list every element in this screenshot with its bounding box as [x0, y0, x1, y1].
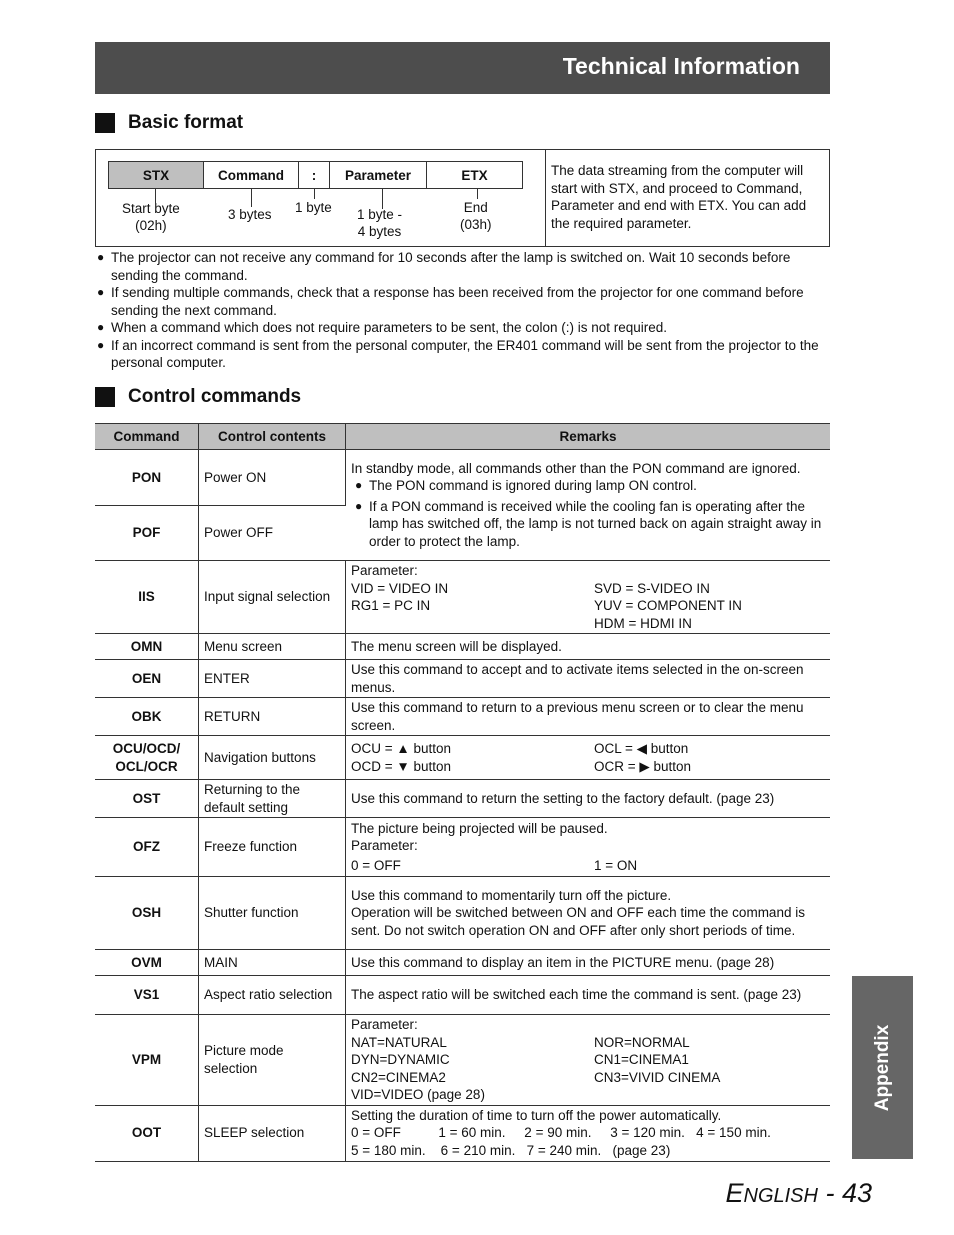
format-divider [545, 150, 546, 246]
caption-end-byte: End (03h) [460, 200, 492, 232]
control-commands-table [95, 423, 830, 1162]
header-remarks: Remarks [346, 424, 831, 450]
caption-command-bytes: 3 bytes [228, 207, 272, 222]
caption-colon-byte: 1 byte [295, 200, 332, 215]
caption-parameter-bytes: 1 byte - 4 bytes [357, 207, 403, 239]
page-header [95, 42, 830, 94]
appendix-side-tab [852, 976, 913, 1159]
table-row: OST Returning to the default setting Use this command to return the setting to the factory default. (page 23) [95, 780, 830, 818]
table-row: VS1 Aspect ratio selection The aspect ratio will be switched each time the command is sent. (page 23) [95, 976, 830, 1015]
section-marker [95, 113, 115, 133]
notes-list [97, 249, 827, 372]
table-row: OCU/OCD/ OCL/OCR Navigation buttons OCU = ▲ button OCL = ◀ button OCD = ▼ button OCR = ▶ button [95, 736, 830, 780]
basic-format-box [95, 149, 830, 247]
appendix-label: Appendix [871, 1024, 893, 1111]
colon-cell: : [298, 161, 330, 189]
header-title: Technical Information [562, 53, 800, 79]
stx-cell: STX [108, 161, 204, 189]
caption-start-byte [122, 200, 180, 234]
table-row: PON Power ON In standby mode, all commands other than the PON command are ignored. ● The PON command is ignored during lamp ON control. ● If a PON command is received while the cooling fan is operating after the lamp has switched off, the lamp is not turned back on again straight away in order to protect the lamp. [95, 450, 830, 506]
table-row: VPM Picture mode selection Parameter: NAT=NATURAL NOR=NORMAL DYN=DYNAMIC CN1=CINEMA1 CN2=CINEMA2 CN3=VIVID CINEMA VID=VIDEO (page 28) [95, 1015, 830, 1106]
table-row: OEN ENTER Use this command to accept and to activate items selected in the on-screen menus. [95, 660, 830, 698]
basic-format-heading [95, 112, 243, 134]
format-note: The data streaming from the computer will start with STX, and proceed to Command, Parameter and end with ETX. You can add the required parameter. [551, 163, 807, 231]
footer-page-number: - 43 [817, 1178, 872, 1208]
etx-tick [477, 189, 478, 199]
header-control-contents: Control contents [199, 424, 346, 450]
pon-pof-remark: In standby mode, all commands other than the PON command are ignored. ● The PON command is ignored during lamp ON control. ● If a PON command is received while the cooling fan is operating after the lamp has switched off, the lamp is not turned back on again straight away in order to protect the lamp. [346, 450, 831, 561]
table-row: OVM MAIN Use this command to display an item in the PICTURE menu. (page 28) [95, 950, 830, 976]
footer-initial: E [725, 1178, 744, 1208]
table-row: OFZ Freeze function The picture being projected will be paused. Parameter: 0 = OFF 1 = ON [95, 818, 830, 877]
table-row: OSH Shutter function Use this command to momentarily turn off the picture. Operation will be switched between ON and OFF each time the command is sent. Do not switch operation ON and OFF after only short periods of time. [95, 877, 830, 950]
control-commands-heading [95, 386, 301, 408]
list-item: ● When a command which does not require parameters to be sent, the colon (:) is not required. [97, 320, 668, 335]
table-row: IIS Input signal selection Parameter: VID = VIDEO IN SVD = S-VIDEO IN RG1 = PC IN YUV = COMPONENT IN HDM = HDMI IN [95, 561, 830, 634]
list-item: ● The projector can not receive any command for 10 seconds after the lamp is switched on. Wait 10 seconds before sending the command. [97, 250, 791, 283]
table-row: OBK RETURN Use this command to return to a previous menu screen or to clear the menu screen. [95, 698, 830, 736]
colon-tick [314, 189, 315, 199]
control-commands-title: Control commands [128, 386, 302, 407]
section-marker [95, 387, 115, 407]
parameter-cell: Parameter [329, 161, 427, 189]
basic-format-title: Basic format [128, 112, 244, 133]
list-item: ● If sending multiple commands, check that a response has been received from the projector for one command before sending the next command. [97, 285, 804, 318]
list-item: ● If an incorrect command is sent from the personal computer, the ER401 command will be sent from the projector to the personal computer. [97, 337, 819, 370]
table-row: POF Power OFF [95, 506, 830, 561]
caption-start-byte-text: Start byte (02h) [122, 201, 180, 233]
header-command: Command [95, 424, 199, 450]
table-row: OOT SLEEP selection Setting the duration of time to turn off the power automatically. 0 = OFF 1 = 60 min. 2 = 90 min. 3 = 120 min. 4 = 150 min. 5 = 180 min. 6 = 210 min. 7 = 240 min. (page 23) [95, 1105, 830, 1161]
table-header-row [95, 424, 830, 450]
table-row: OMN Menu screen The menu screen will be displayed. [95, 634, 830, 660]
command-tick [251, 189, 252, 207]
page-footer [725, 1178, 872, 1209]
etx-cell: ETX [426, 161, 523, 189]
footer-language: NGLISH [743, 1185, 818, 1207]
command-cell: Command [203, 161, 299, 189]
